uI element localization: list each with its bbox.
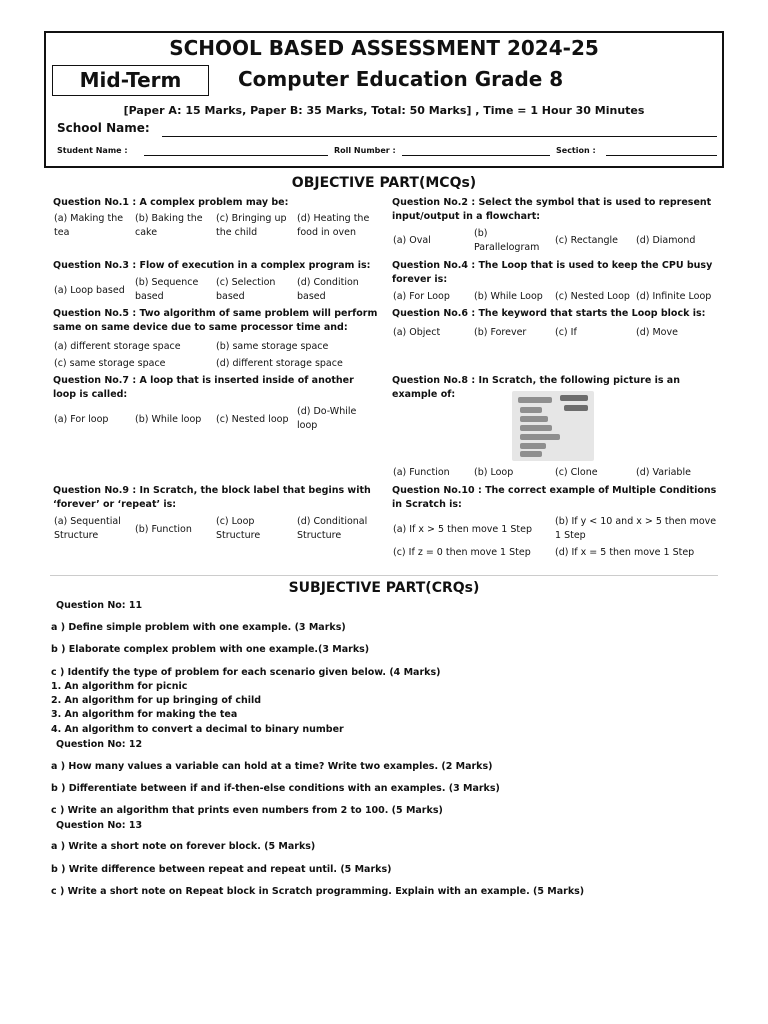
question-8: Question No.8 : In Scratch, the following picture is an example of: bbox=[392, 375, 680, 400]
q5-option-b[interactable]: (b) same storage space bbox=[216, 341, 329, 352]
question-3: Question No.3 : Flow of execution in a complex program is: bbox=[53, 260, 371, 271]
q4-option-a[interactable]: (a) For Loop bbox=[393, 291, 450, 302]
q1-option-b[interactable]: (b) Baking the cake bbox=[135, 213, 203, 238]
q9-option-a[interactable]: (a) Sequential Structure bbox=[54, 516, 121, 541]
q1-option-c[interactable]: (c) Bringing up the child bbox=[216, 213, 287, 238]
q7-option-d[interactable]: (d) Do-While loop bbox=[297, 406, 357, 431]
q9-option-c[interactable]: (c) Loop Structure bbox=[216, 516, 261, 541]
q12-part-b: b ) Differentiate between if and if-then-else conditions with an examples. (3 Marks) bbox=[51, 783, 500, 794]
q7-option-c[interactable]: (c) Nested loop bbox=[216, 414, 289, 425]
q4-option-b[interactable]: (b) While Loop bbox=[474, 291, 543, 302]
q5-option-c[interactable]: (c) same storage space bbox=[54, 358, 166, 369]
q11-item-2: 2. An algorithm for up bringing of child bbox=[51, 695, 262, 706]
q6-option-a[interactable]: (a) Object bbox=[393, 327, 441, 338]
q1-option-a[interactable]: (a) Making the tea bbox=[54, 213, 124, 238]
q10-option-b[interactable]: (b) If y < 10 and x > 5 then move 1 Step bbox=[555, 516, 717, 541]
q9-option-d[interactable]: (d) Conditional Structure bbox=[297, 516, 368, 541]
q3-option-c[interactable]: (c) Selection based bbox=[216, 277, 276, 302]
question-1: Question No.1 : A complex problem may be: bbox=[53, 197, 289, 208]
q7-option-a[interactable]: (a) For loop bbox=[54, 414, 109, 425]
q3-option-a[interactable]: (a) Loop based bbox=[54, 285, 125, 296]
roll-number-field[interactable] bbox=[402, 155, 550, 156]
q11-part-c: c ) Identify the type of problem for each scenario given below. (4 Marks) bbox=[51, 667, 441, 678]
question-13-label: Question No: 13 bbox=[56, 820, 143, 831]
q13-part-b: b ) Write difference between repeat and repeat until. (5 Marks) bbox=[51, 864, 392, 875]
q10-option-c[interactable]: (c) If z = 0 then move 1 Step bbox=[393, 547, 531, 558]
question-12-label: Question No: 12 bbox=[56, 739, 143, 750]
exam-type-box: Mid-Term bbox=[52, 65, 209, 96]
q8-option-d[interactable]: (d) Variable bbox=[636, 467, 691, 478]
q12-part-a: a ) How many values a variable can hold at a time? Write two examples. (2 Marks) bbox=[51, 761, 493, 772]
question-2: Question No.2 : Select the symbol that is used to represent input/output in a flowchart: bbox=[392, 197, 712, 222]
q13-part-a: a ) Write a short note on forever block. (5 Marks) bbox=[51, 841, 316, 852]
student-name-label: Student Name : bbox=[57, 146, 128, 155]
q7-option-b[interactable]: (b) While loop bbox=[135, 414, 202, 425]
question-9: Question No.9 : In Scratch, the block label that begins with ‘forever’ or ‘repeat’ is: bbox=[53, 485, 371, 510]
q13-part-c: c ) Write a short note on Repeat block in Scratch programming. Explain with an example. (5 Marks) bbox=[51, 886, 585, 897]
q8-option-b[interactable]: (b) Loop bbox=[474, 467, 514, 478]
section-label: Section : bbox=[556, 146, 596, 155]
section-divider bbox=[50, 575, 718, 576]
question-4: Question No.4 : The Loop that is used to keep the CPU busy forever is: bbox=[392, 260, 713, 285]
question-7: Question No.7 : A loop that is inserted inside of another loop is called: bbox=[53, 375, 354, 400]
q5-option-a[interactable]: (a) different storage space bbox=[54, 341, 181, 352]
question-10: Question No.10 : The correct example of Multiple Conditions in Scratch is: bbox=[392, 485, 717, 510]
roll-number-label: Roll Number : bbox=[334, 146, 396, 155]
student-name-field[interactable] bbox=[144, 155, 328, 156]
q6-option-c[interactable]: (c) If bbox=[555, 327, 577, 338]
q10-option-a[interactable]: (a) If x > 5 then move 1 Step bbox=[393, 524, 532, 535]
paper-info: [Paper A: 15 Marks, Paper B: 35 Marks, Total: 50 Marks] , Time = 1 Hour 30 Minutes bbox=[123, 104, 645, 117]
question-5: Question No.5 : Two algorithm of same problem will perform same on same device due to same processor time and: bbox=[53, 308, 378, 333]
q3-option-d[interactable]: (d) Condition based bbox=[297, 277, 359, 302]
q5-option-d[interactable]: (d) different storage space bbox=[216, 358, 343, 369]
q4-option-d[interactable]: (d) Infinite Loop bbox=[636, 291, 712, 302]
q4-option-c[interactable]: (c) Nested Loop bbox=[555, 291, 630, 302]
scratch-blocks-image bbox=[512, 391, 594, 461]
q6-option-b[interactable]: (b) Forever bbox=[474, 327, 527, 338]
q11-item-3: 3. An algorithm for making the tea bbox=[51, 709, 238, 720]
question-6: Question No.6 : The keyword that starts the Loop block is: bbox=[392, 308, 706, 319]
q2-option-c[interactable]: (c) Rectangle bbox=[555, 235, 618, 246]
school-name-field[interactable] bbox=[162, 136, 717, 137]
q9-option-b[interactable]: (b) Function bbox=[135, 524, 192, 535]
q12-part-c: c ) Write an algorithm that prints even numbers from 2 to 100. (5 Marks) bbox=[51, 805, 443, 816]
q8-option-c[interactable]: (c) Clone bbox=[555, 467, 598, 478]
question-11-label: Question No: 11 bbox=[56, 600, 143, 611]
q11-item-4: 4. An algorithm to convert a decimal to binary number bbox=[51, 724, 344, 735]
q11-part-b: b ) Elaborate complex problem with one example.(3 Marks) bbox=[51, 644, 370, 655]
school-name-label: School Name: bbox=[57, 121, 150, 135]
q2-option-b[interactable]: (b) Parallelogram bbox=[474, 228, 540, 253]
section-field[interactable] bbox=[606, 155, 717, 156]
q10-option-d[interactable]: (d) If x = 5 then move 1 Step bbox=[555, 547, 695, 558]
q1-option-d[interactable]: (d) Heating the food in oven bbox=[297, 213, 370, 238]
subject-title: Computer Education Grade 8 bbox=[238, 67, 564, 91]
subjective-title: SUBJECTIVE PART(CRQs) bbox=[288, 580, 480, 596]
q2-option-d[interactable]: (d) Diamond bbox=[636, 235, 696, 246]
objective-title: OBJECTIVE PART(MCQs) bbox=[291, 175, 477, 191]
q2-option-a[interactable]: (a) Oval bbox=[393, 235, 431, 246]
assessment-title: SCHOOL BASED ASSESSMENT 2024-25 bbox=[169, 36, 599, 60]
q3-option-b[interactable]: (b) Sequence based bbox=[135, 277, 199, 302]
q11-part-a: a ) Define simple problem with one example. (3 Marks) bbox=[51, 622, 346, 633]
q8-option-a[interactable]: (a) Function bbox=[393, 467, 450, 478]
q11-item-1: 1. An algorithm for picnic bbox=[51, 681, 188, 692]
q6-option-d[interactable]: (d) Move bbox=[636, 327, 678, 338]
